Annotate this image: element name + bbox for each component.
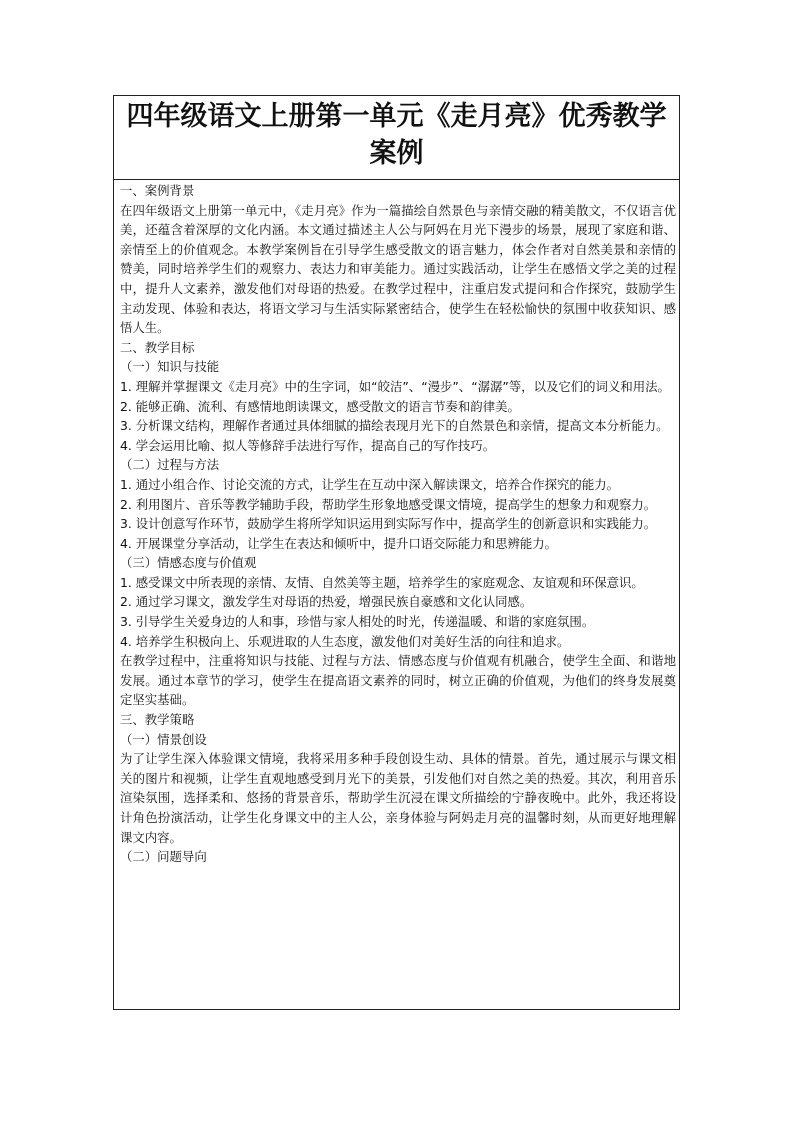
list-item: 4. 学会运用比喻、拟人等修辞手法进行写作，提高自己的写作技巧。 — [120, 437, 496, 453]
body-paragraph: 为了让学生深入体验课文情境，我将采用多种手段创设生动、具体的情景。首先，通过展示与课文相关的图片和视频，让学生直观地感受到月光下的美景，引发他们对自然之美的热爱。其次，利用音乐渲染氛围，选择柔和、悠扬的背景音乐，帮助学生沉浸在课文所描绘的宁静夜晚中。此外，我还将设计角色扮演活动，让学生化身课文中的主人公，亲身体验与阿妈走月亮的温馨时刻，从而更好地理解课文内容。 — [120, 751, 676, 845]
list-item: 2. 通过学习课文，激发学生对母语的热爱，增强民族自豪感和文化认同感。 — [120, 594, 533, 610]
body-paragraph: 在教学过程中，注重将知识与技能、过程与方法、情感态度与价值观有机融合，使学生全面、和谐地发展。通过本章节的学习，使学生在提高语文素养的同时，树立正确的价值观，为他们的终身发展奠定坚实基础。 — [120, 653, 676, 708]
subsection-heading: （一）情景创设 — [120, 731, 207, 747]
subsection-heading: （二）过程与方法 — [120, 457, 220, 473]
list-item: 1. 通过小组合作、讨论交流的方式，让学生在互动中深入解读课文，培养合作探究的能力。 — [120, 476, 619, 492]
body-paragraph: 在四年级语文上册第一单元中，《走月亮》作为一篇描绘自然景色与亲情交融的精美散文，不仅语言优美，还蕴含着深厚的文化内涵。本文通过描述主人公与阿妈在月光下漫步的场景，展现了家庭和谐、亲情至上的价值观念。本教学案例旨在引导学生感受散文的语言魅力，体会作者对自然美景和亲情的赞美，同时培养学生们的观察力、表达力和审美能力。通过实践活动，让学生在感悟文学之美的过程中，提升人文素养，激发他们对母语的热爱。在教学过程中，注重启发式提问和合作探究，鼓励学生主动发现、体验和表达，将语文学习与生活实际紧密结合，使学生在轻松愉快的氛围中收获知识、感悟人生。 — [120, 202, 676, 336]
section-heading: 二、教学目标 — [120, 339, 195, 355]
document-title: 四年级语文上册第一单元《走月亮》优秀教学案例 — [126, 101, 667, 169]
list-item: 1. 感受课文中所表现的亲情、友情、自然美等主题，培养学生的家庭观念、友谊观和环保意识。 — [120, 574, 644, 590]
content-cell — [120, 181, 676, 867]
list-item: 2. 利用图片、音乐等教学辅助手段，帮助学生形象地感受课文情境，提高学生的想象力和观察力。 — [120, 496, 657, 512]
subsection-heading: （三）情感态度与价值观 — [120, 555, 257, 571]
section-heading: 三、教学策略 — [120, 712, 195, 728]
list-item: 3. 设计创意写作环节，鼓励学生将所学知识运用到实际写作中，提高学生的创新意识和实践能力。 — [120, 516, 657, 532]
title-cell — [114, 96, 679, 180]
subsection-heading: （一）知识与技能 — [120, 359, 220, 375]
list-item: 1. 理解并掌握课文《走月亮》中的生字词，如“皎洁”、“漫步”、“潺潺”等，以及它们的词义和用法。 — [120, 378, 670, 394]
list-item: 3. 引导学生关爱身边的人和事，珍惜与家人相处的时光，传递温暖、和谐的家庭氛围。 — [120, 614, 595, 630]
section-heading: 一、案例背景 — [120, 183, 195, 198]
list-item: 4. 开展课堂分享活动，让学生在表达和倾听中，提升口语交际能力和思辨能力。 — [120, 535, 558, 551]
subsection-heading: （二）问题导向 — [120, 849, 207, 865]
document-table — [113, 95, 680, 1010]
list-item: 3. 分析课文结构，理解作者通过具体细腻的描绘表现月光下的自然景色和亲情，提高文本分析能力。 — [120, 418, 669, 434]
list-item: 4. 培养学生积极向上、乐观进取的人生态度，激发他们对美好生活的向往和追求。 — [120, 633, 570, 649]
list-item: 2. 能够正确、流利、有感情地朗读课文，感受散文的语言节奏和韵律美。 — [120, 398, 520, 414]
